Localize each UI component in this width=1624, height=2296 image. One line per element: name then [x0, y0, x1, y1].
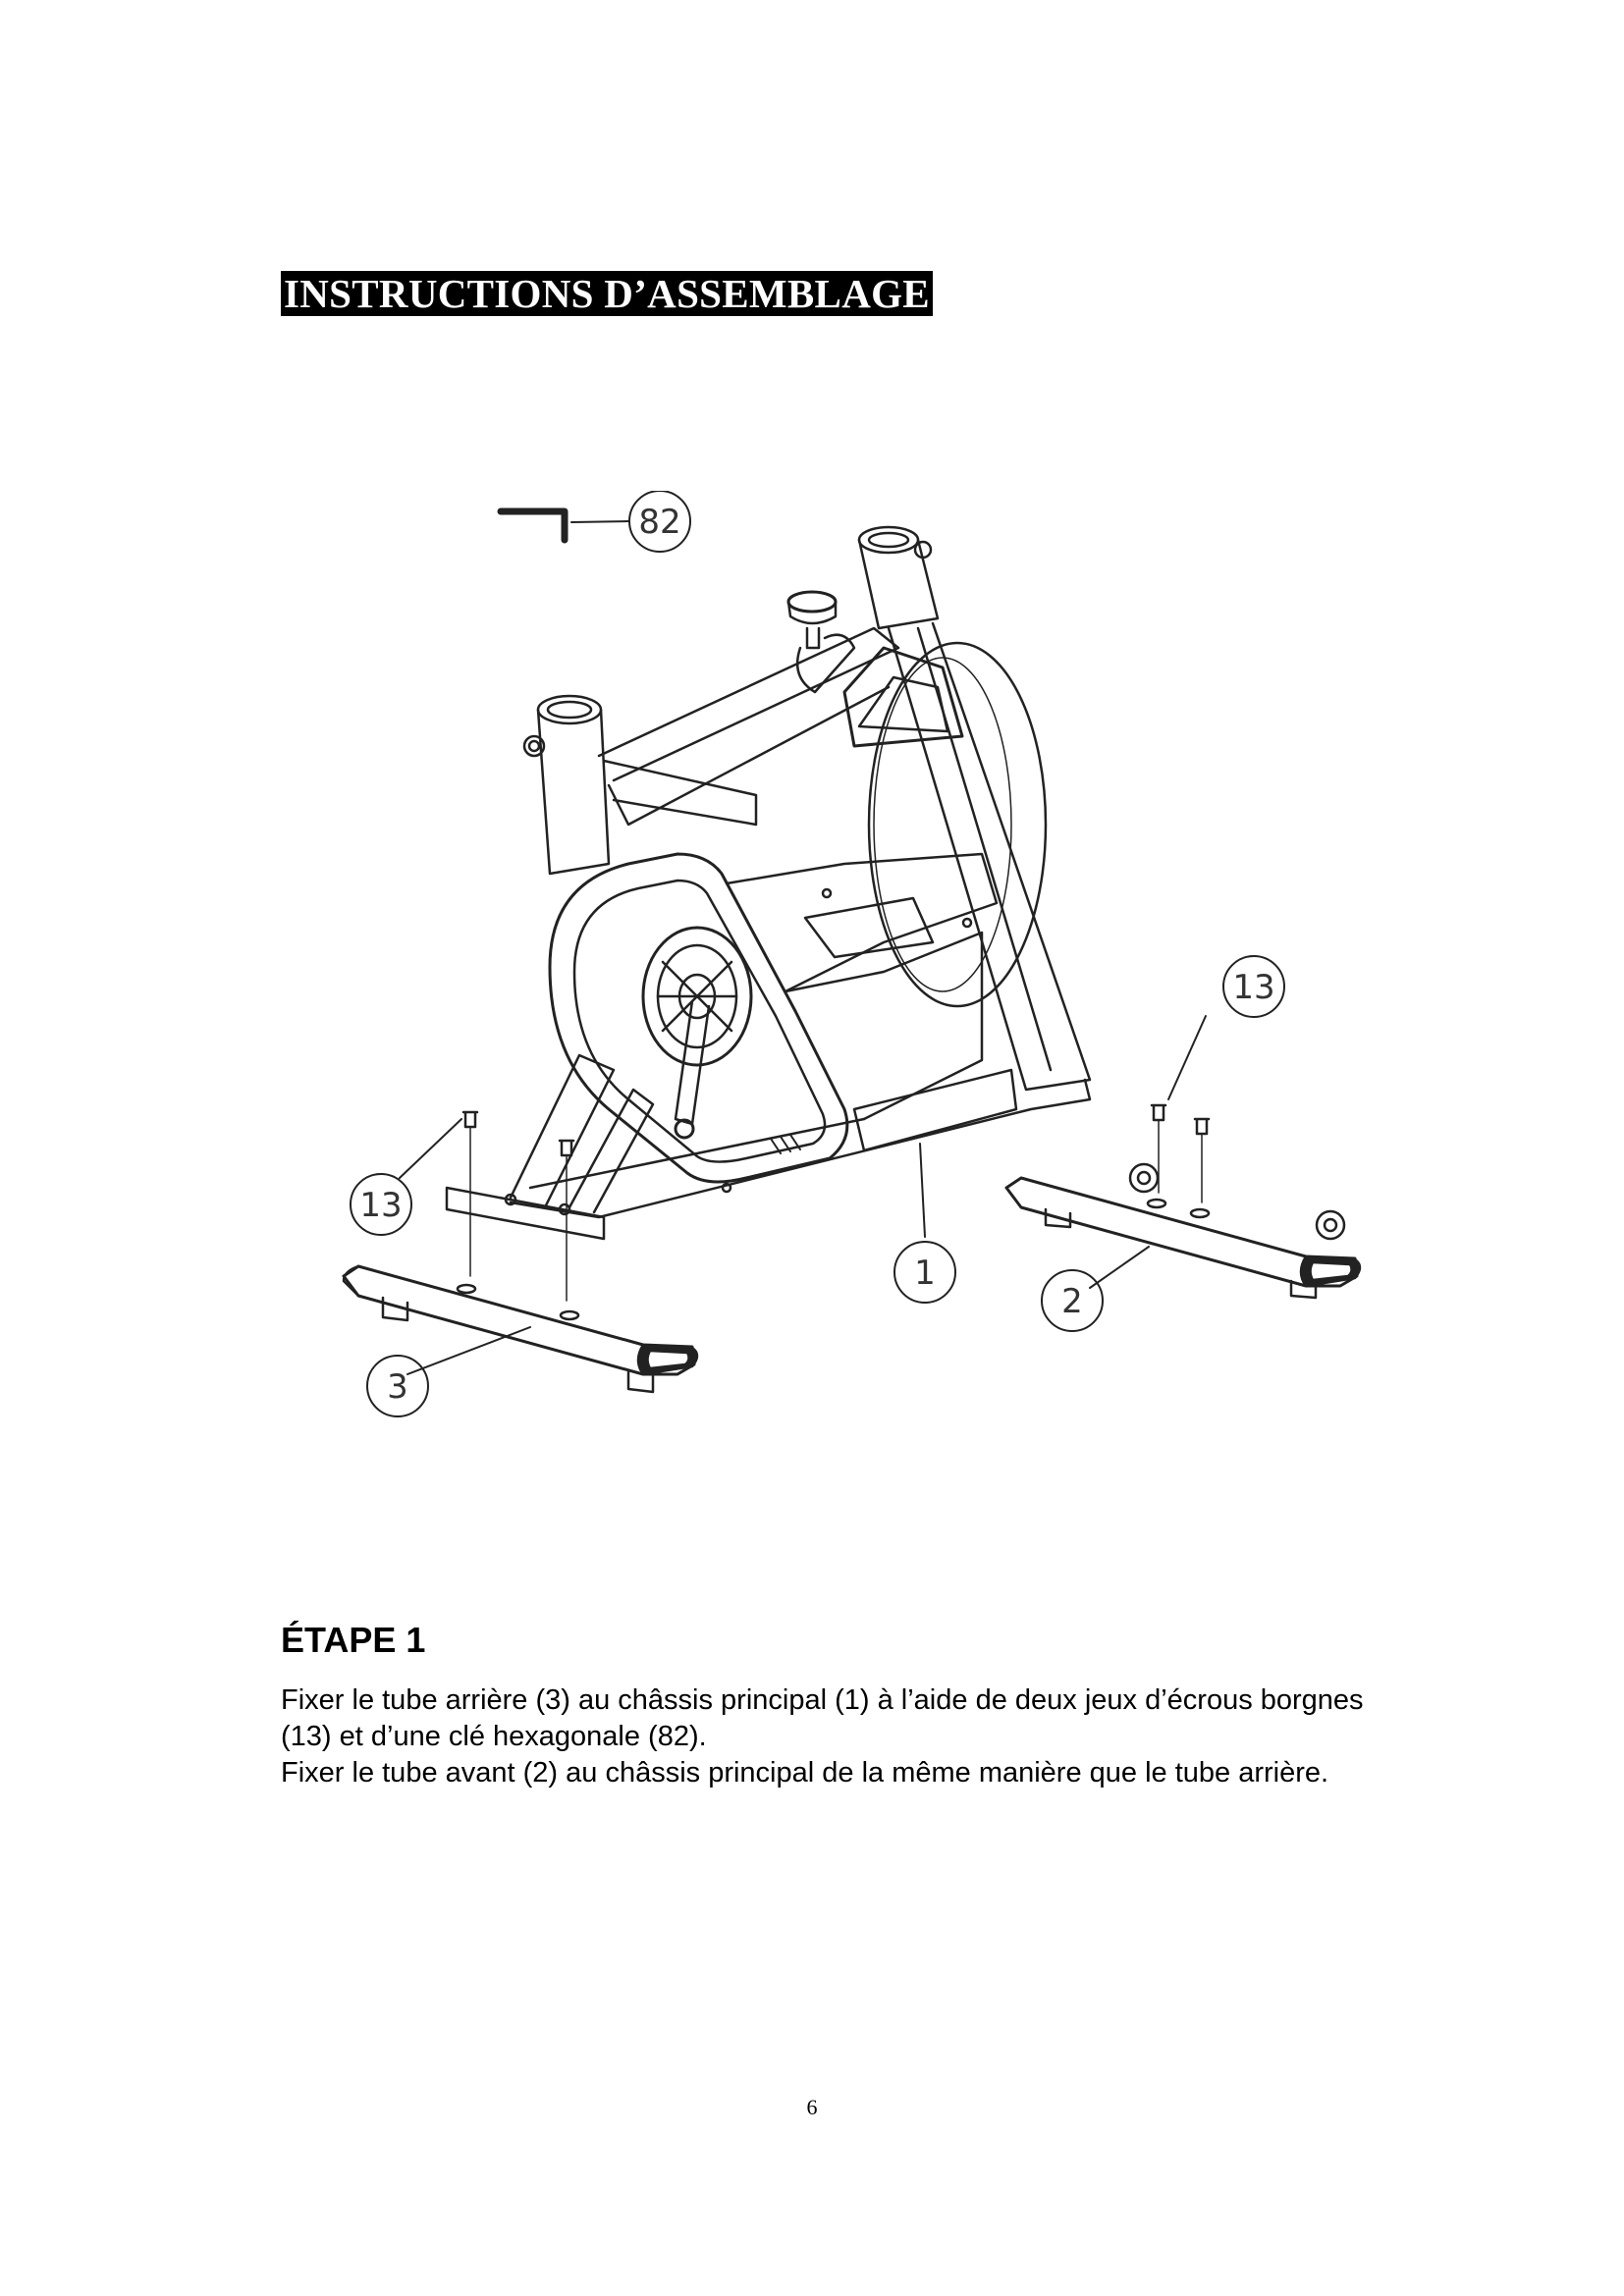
page-number: 6 [806, 2095, 818, 2119]
hex-key-icon [501, 511, 628, 540]
assembly-diagram [324, 491, 1384, 1433]
step-paragraph: Fixer le tube avant (2) au châssis principal de la même manière que le tube arrière. [281, 1757, 1329, 1789]
section-title: INSTRUCTIONS D’ASSEMBLAGE [281, 271, 933, 316]
seat-post-icon [524, 696, 609, 874]
crank-icon [643, 928, 751, 1138]
main-frame-icon [447, 623, 1090, 1239]
handlebar-post-icon [859, 527, 938, 628]
crank-cover-icon [550, 854, 997, 1192]
callout-1-label: 1 [914, 1254, 936, 1293]
step-instructions [281, 1682, 1380, 1791]
step-paragraph: Fixer le tube arrière (3) au châssis principal (1) à l’aide de deux jeux d’écrous borgnes (13) et d’une clé hexagonale (82). [281, 1684, 1364, 1752]
callout-3-label: 3 [387, 1367, 408, 1407]
console-plate-icon [844, 648, 962, 746]
callout-2-label: 2 [1061, 1282, 1083, 1321]
callout-13-rear-label: 13 [359, 1186, 403, 1225]
callout-13-front-label: 13 [1232, 968, 1275, 1007]
step-heading: ÉTAPE 1 [281, 1620, 426, 1660]
callout-82-label: 82 [638, 503, 681, 542]
front-stabilizer-icon [1006, 1164, 1360, 1298]
cap-nuts-rear-icon [463, 1112, 573, 1301]
cap-nuts-front-icon [1152, 1105, 1209, 1202]
